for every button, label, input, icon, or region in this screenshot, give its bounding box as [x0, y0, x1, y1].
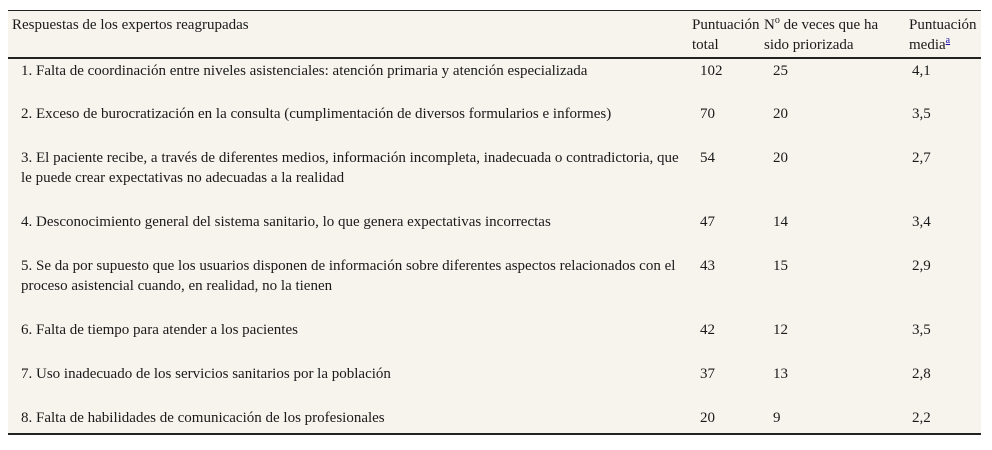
row-description: 1. Falta de coordinación entre niveles asistenciales: atención primaria y atención especializada	[21, 63, 588, 79]
header-media-label: Puntuación media	[909, 17, 977, 53]
row-veces: 14	[773, 214, 788, 230]
header-puntuacion-media	[903, 11, 981, 58]
row-media: 3,4	[912, 214, 931, 230]
results-table-container	[8, 10, 981, 435]
table-row	[8, 254, 981, 318]
row-veces: 20	[773, 150, 788, 166]
header-veces-rest: de veces que ha sido priorizada	[764, 17, 879, 53]
row-description: 3. El paciente recibe, a través de diferentes medios, información incompleta, inadecuada o contradictoria, que le puede crear expectativas no adecuadas a la realidad	[21, 150, 679, 186]
row-description: 8. Falta de habilidades de comunicación de los profesionales	[21, 410, 385, 426]
row-total: 43	[700, 258, 715, 274]
results-table	[8, 11, 981, 450]
header-veces-prefix: N	[764, 17, 775, 33]
row-veces: 25	[773, 63, 788, 79]
table-row	[8, 58, 981, 102]
row-media: 3,5	[912, 106, 931, 122]
row-description: 4. Desconocimiento general del sistema sanitario, lo que genera expectativas incorrectas	[21, 214, 551, 230]
table-body	[8, 58, 981, 450]
row-total: 47	[700, 214, 715, 230]
row-media: 2,2	[912, 410, 931, 426]
row-description: 6. Falta de tiempo para atender a los pacientes	[21, 322, 298, 338]
row-total: 102	[700, 63, 723, 79]
row-media: 2,8	[912, 366, 931, 382]
header-veces-priorizada	[764, 11, 903, 58]
row-media: 4,1	[912, 63, 931, 79]
row-total: 70	[700, 106, 715, 122]
row-total: 37	[700, 366, 715, 382]
table-row	[8, 146, 981, 210]
table-header	[8, 11, 981, 58]
row-total: 20	[700, 410, 715, 426]
header-veces-sup: o	[774, 15, 780, 26]
table-row	[8, 406, 981, 450]
footnote-link-a[interactable]: a	[945, 35, 951, 46]
table-row	[8, 318, 981, 362]
row-veces: 15	[773, 258, 788, 274]
row-total: 54	[700, 150, 715, 166]
row-media: 3,5	[912, 322, 931, 338]
table-row	[8, 210, 981, 254]
row-media: 2,9	[912, 258, 931, 274]
row-total: 42	[700, 322, 715, 338]
header-respuestas: Respuestas de los expertos reagrupadas	[8, 11, 690, 58]
row-description: 2. Exceso de burocratización en la consulta (cumplimentación de diversos formularios e informes)	[21, 106, 612, 122]
table-row	[8, 362, 981, 406]
row-veces: 12	[773, 322, 788, 338]
row-media: 2,7	[912, 150, 931, 166]
row-veces: 13	[773, 366, 788, 382]
header-puntuacion-total: Puntuación total	[690, 11, 764, 58]
header-row	[8, 11, 981, 58]
row-veces: 20	[773, 106, 788, 122]
row-veces: 9	[773, 410, 781, 426]
table-row	[8, 102, 981, 146]
row-description: 5. Se da por supuesto que los usuarios disponen de información sobre diferentes aspectos relacionados con el proceso asistencial cuando, en realidad, no la tienen	[21, 258, 676, 294]
row-description: 7. Uso inadecuado de los servicios sanitarios por la población	[21, 366, 391, 382]
